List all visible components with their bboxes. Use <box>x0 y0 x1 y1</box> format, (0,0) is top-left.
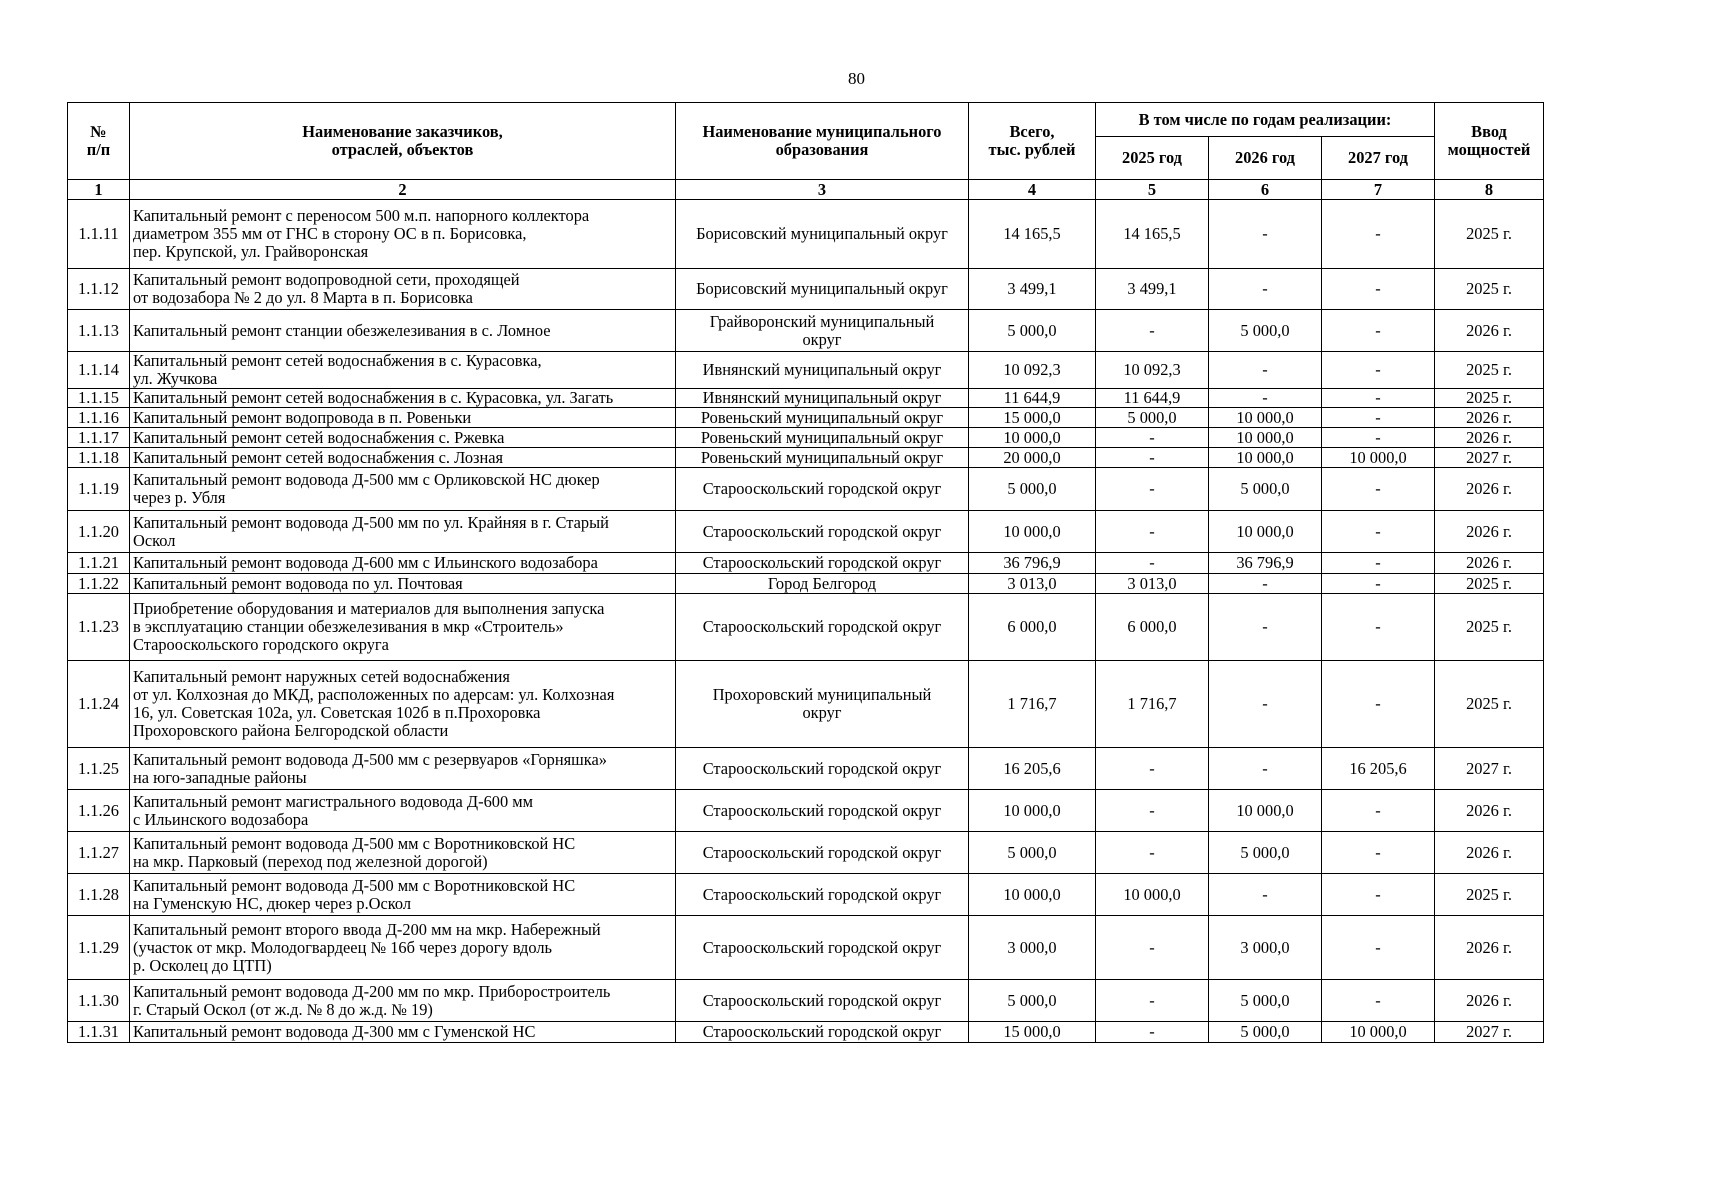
amount-2025: 11 644,9 <box>1096 389 1209 408</box>
municipality: Старооскольский городской округ <box>676 1022 969 1043</box>
table-row <box>68 553 1544 574</box>
header-municipality: Наименование муниципального образования <box>676 103 969 180</box>
amount-2025: 5 000,0 <box>1096 408 1209 428</box>
amount-2025: - <box>1096 790 1209 832</box>
object-name: Капитальный ремонт водовода Д-500 мм с Орликовской НС дюкер через р. Убля <box>130 468 676 511</box>
municipality: Прохоровский муниципальный округ <box>676 661 969 748</box>
row-number: 1.1.29 <box>68 916 130 980</box>
amount-2026: 36 796,9 <box>1209 553 1322 574</box>
amount-2025: 14 165,5 <box>1096 200 1209 269</box>
table-row <box>68 748 1544 790</box>
municipality: Старооскольский городской округ <box>676 468 969 511</box>
table-row <box>68 916 1544 980</box>
amount-2026: 10 000,0 <box>1209 511 1322 553</box>
amount-2025: - <box>1096 1022 1209 1043</box>
amount-2027: - <box>1322 408 1435 428</box>
total-amount: 3 000,0 <box>969 916 1096 980</box>
table-row <box>68 428 1544 448</box>
row-number: 1.1.18 <box>68 448 130 468</box>
municipality: Ивнянский муниципальный округ <box>676 389 969 408</box>
header-name: Наименование заказчиков, отраслей, объектов <box>130 103 676 180</box>
table-row <box>68 448 1544 468</box>
column-index: 6 <box>1209 180 1322 200</box>
municipality: Старооскольский городской округ <box>676 748 969 790</box>
municipality: Ровеньский муниципальный округ <box>676 448 969 468</box>
table-row <box>68 980 1544 1022</box>
municipality: Старооскольский городской округ <box>676 594 969 661</box>
header-by-years: В том числе по годам реализации: <box>1096 103 1435 137</box>
amount-2026: - <box>1209 352 1322 389</box>
object-name: Капитальный ремонт водопроводной сети, проходящей от водозабора № 2 до ул. 8 Марта в п. Борисовка <box>130 269 676 310</box>
object-name: Капитальный ремонт наружных сетей водоснабжения от ул. Колхозная до МКД, расположенных по адерсам: ул. Колхозная 16, ул. Советская 102а, ул. Советская 102б в п.Прохоровка Прохоровского района Белгородской области <box>130 661 676 748</box>
total-amount: 10 000,0 <box>969 874 1096 916</box>
row-number: 1.1.26 <box>68 790 130 832</box>
municipality: Старооскольский городской округ <box>676 874 969 916</box>
table-row <box>68 874 1544 916</box>
amount-2027: - <box>1322 790 1435 832</box>
total-amount: 15 000,0 <box>969 1022 1096 1043</box>
row-number: 1.1.19 <box>68 468 130 511</box>
header-year-2026: 2026 год <box>1209 137 1322 180</box>
row-number: 1.1.14 <box>68 352 130 389</box>
total-amount: 5 000,0 <box>969 310 1096 352</box>
commissioning-year: 2026 г. <box>1435 511 1544 553</box>
amount-2026: 5 000,0 <box>1209 1022 1322 1043</box>
municipality: Ивнянский муниципальный округ <box>676 352 969 389</box>
row-number: 1.1.12 <box>68 269 130 310</box>
header-row-top <box>68 103 1544 137</box>
amount-2027: 16 205,6 <box>1322 748 1435 790</box>
row-number: 1.1.27 <box>68 832 130 874</box>
column-index-row <box>68 180 1544 200</box>
table-row <box>68 594 1544 661</box>
amount-2027: - <box>1322 574 1435 594</box>
column-index: 1 <box>68 180 130 200</box>
amount-2026: 5 000,0 <box>1209 832 1322 874</box>
object-name: Капитальный ремонт водовода Д-500 мм с резервуаров «Горняшка» на юго-западные районы <box>130 748 676 790</box>
row-number: 1.1.31 <box>68 1022 130 1043</box>
column-index: 3 <box>676 180 969 200</box>
municipality: Ровеньский муниципальный округ <box>676 408 969 428</box>
amount-2025: 3 013,0 <box>1096 574 1209 594</box>
municipality: Грайворонский муниципальный округ <box>676 310 969 352</box>
amount-2027: - <box>1322 661 1435 748</box>
column-index: 5 <box>1096 180 1209 200</box>
amount-2027: - <box>1322 200 1435 269</box>
commissioning-year: 2026 г. <box>1435 310 1544 352</box>
amount-2025: - <box>1096 916 1209 980</box>
row-number: 1.1.22 <box>68 574 130 594</box>
commissioning-year: 2026 г. <box>1435 408 1544 428</box>
amount-2027: - <box>1322 468 1435 511</box>
row-number: 1.1.20 <box>68 511 130 553</box>
amount-2026: - <box>1209 661 1322 748</box>
total-amount: 10 000,0 <box>969 428 1096 448</box>
object-name: Капитальный ремонт водовода Д-500 мм с Воротниковской НС на мкр. Парковый (переход под железной дорогой) <box>130 832 676 874</box>
commissioning-year: 2025 г. <box>1435 574 1544 594</box>
amount-2025: - <box>1096 448 1209 468</box>
total-amount: 14 165,5 <box>969 200 1096 269</box>
amount-2027: - <box>1322 594 1435 661</box>
row-number: 1.1.11 <box>68 200 130 269</box>
header-num: № п/п <box>68 103 130 180</box>
object-name: Капитальный ремонт сетей водоснабжения в с. Курасовка, ул. Загать <box>130 389 676 408</box>
amount-2027: - <box>1322 980 1435 1022</box>
amount-2025: - <box>1096 428 1209 448</box>
table-row <box>68 1022 1544 1043</box>
column-index: 2 <box>130 180 676 200</box>
object-name: Капитальный ремонт станции обезжелезивания в с. Ломное <box>130 310 676 352</box>
amount-2026: 5 000,0 <box>1209 310 1322 352</box>
investment-program-table <box>67 102 1544 1043</box>
object-name: Капитальный ремонт с переносом 500 м.п. напорного коллектора диаметром 355 мм от ГНС в сторону ОС в п. Борисовка, пер. Крупской, ул. Грайворонская <box>130 200 676 269</box>
object-name: Капитальный ремонт сетей водоснабжения с. Лозная <box>130 448 676 468</box>
amount-2025: - <box>1096 553 1209 574</box>
amount-2027: - <box>1322 389 1435 408</box>
table-row <box>68 574 1544 594</box>
object-name: Приобретение оборудования и материалов для выполнения запуска в эксплуатацию станции обезжелезивания в мкр «Строитель» Старооскольского городского округа <box>130 594 676 661</box>
municipality: Старооскольский городской округ <box>676 553 969 574</box>
object-name: Капитальный ремонт водовода Д-500 мм с Воротниковской НС на Гуменскую НС, дюкер через р.Оскол <box>130 874 676 916</box>
total-amount: 3 499,1 <box>969 269 1096 310</box>
row-number: 1.1.13 <box>68 310 130 352</box>
commissioning-year: 2025 г. <box>1435 200 1544 269</box>
total-amount: 16 205,6 <box>969 748 1096 790</box>
municipality: Город Белгород <box>676 574 969 594</box>
amount-2027: - <box>1322 916 1435 980</box>
row-number: 1.1.23 <box>68 594 130 661</box>
total-amount: 15 000,0 <box>969 408 1096 428</box>
amount-2026: - <box>1209 200 1322 269</box>
table-row <box>68 200 1544 269</box>
column-index: 7 <box>1322 180 1435 200</box>
row-number: 1.1.24 <box>68 661 130 748</box>
row-number: 1.1.16 <box>68 408 130 428</box>
municipality: Старооскольский городской округ <box>676 790 969 832</box>
amount-2025: 10 092,3 <box>1096 352 1209 389</box>
amount-2026: - <box>1209 389 1322 408</box>
object-name: Капитальный ремонт водопровода в п. Ровеньки <box>130 408 676 428</box>
table-row <box>68 832 1544 874</box>
object-name: Капитальный ремонт второго ввода Д-200 мм на мкр. Набережный (участок от мкр. Молодогвардеец № 16б через дорогу вдоль р. Осколец до ЦТП) <box>130 916 676 980</box>
municipality: Борисовский муниципальный округ <box>676 200 969 269</box>
amount-2026: - <box>1209 594 1322 661</box>
object-name: Капитальный ремонт сетей водоснабжения в с. Курасовка, ул. Жучкова <box>130 352 676 389</box>
commissioning-year: 2025 г. <box>1435 352 1544 389</box>
row-number: 1.1.21 <box>68 553 130 574</box>
amount-2026: 10 000,0 <box>1209 790 1322 832</box>
municipality: Ровеньский муниципальный округ <box>676 428 969 448</box>
header-commissioning: Ввод мощностей <box>1435 103 1544 180</box>
amount-2025: 10 000,0 <box>1096 874 1209 916</box>
amount-2025: 1 716,7 <box>1096 661 1209 748</box>
object-name: Капитальный ремонт водовода Д-200 мм по мкр. Приборостроитель г. Старый Оскол (от ж.д. № 8 до ж.д. № 19) <box>130 980 676 1022</box>
total-amount: 10 000,0 <box>969 511 1096 553</box>
row-number: 1.1.28 <box>68 874 130 916</box>
commissioning-year: 2026 г. <box>1435 468 1544 511</box>
amount-2027: 10 000,0 <box>1322 448 1435 468</box>
amount-2027: - <box>1322 352 1435 389</box>
amount-2026: 5 000,0 <box>1209 980 1322 1022</box>
header-total: Всего, тыс. рублей <box>969 103 1096 180</box>
amount-2026: 10 000,0 <box>1209 428 1322 448</box>
table-row <box>68 310 1544 352</box>
table-row <box>68 661 1544 748</box>
amount-2025: - <box>1096 980 1209 1022</box>
amount-2026: 10 000,0 <box>1209 408 1322 428</box>
commissioning-year: 2027 г. <box>1435 448 1544 468</box>
object-name: Капитальный ремонт водовода по ул. Почтовая <box>130 574 676 594</box>
page-number: 80 <box>848 69 865 88</box>
header-year-2027: 2027 год <box>1322 137 1435 180</box>
amount-2026: 5 000,0 <box>1209 468 1322 511</box>
object-name: Капитальный ремонт водовода Д-500 мм по ул. Крайняя в г. Старый Оскол <box>130 511 676 553</box>
column-index: 8 <box>1435 180 1544 200</box>
row-number: 1.1.15 <box>68 389 130 408</box>
municipality: Старооскольский городской округ <box>676 980 969 1022</box>
amount-2027: - <box>1322 269 1435 310</box>
total-amount: 6 000,0 <box>969 594 1096 661</box>
commissioning-year: 2026 г. <box>1435 428 1544 448</box>
municipality: Борисовский муниципальный округ <box>676 269 969 310</box>
amount-2025: - <box>1096 748 1209 790</box>
amount-2027: - <box>1322 874 1435 916</box>
total-amount: 3 013,0 <box>969 574 1096 594</box>
amount-2025: - <box>1096 511 1209 553</box>
total-amount: 5 000,0 <box>969 980 1096 1022</box>
commissioning-year: 2026 г. <box>1435 832 1544 874</box>
commissioning-year: 2025 г. <box>1435 874 1544 916</box>
row-number: 1.1.30 <box>68 980 130 1022</box>
object-name: Капитальный ремонт сетей водоснабжения с. Ржевка <box>130 428 676 448</box>
commissioning-year: 2025 г. <box>1435 389 1544 408</box>
total-amount: 10 000,0 <box>969 790 1096 832</box>
table-row <box>68 269 1544 310</box>
commissioning-year: 2025 г. <box>1435 269 1544 310</box>
amount-2026: - <box>1209 874 1322 916</box>
table-row <box>68 389 1544 408</box>
amount-2026: 10 000,0 <box>1209 448 1322 468</box>
table-row <box>68 511 1544 553</box>
amount-2025: - <box>1096 310 1209 352</box>
commissioning-year: 2026 г. <box>1435 790 1544 832</box>
amount-2025: 3 499,1 <box>1096 269 1209 310</box>
amount-2025: - <box>1096 468 1209 511</box>
amount-2027: 10 000,0 <box>1322 1022 1435 1043</box>
amount-2027: - <box>1322 310 1435 352</box>
total-amount: 5 000,0 <box>969 468 1096 511</box>
amount-2025: - <box>1096 832 1209 874</box>
commissioning-year: 2026 г. <box>1435 553 1544 574</box>
table-row <box>68 408 1544 428</box>
object-name: Капитальный ремонт магистрального водовода Д-600 мм с Ильинского водозабора <box>130 790 676 832</box>
total-amount: 36 796,9 <box>969 553 1096 574</box>
amount-2025: 6 000,0 <box>1096 594 1209 661</box>
total-amount: 10 092,3 <box>969 352 1096 389</box>
commissioning-year: 2027 г. <box>1435 1022 1544 1043</box>
header-year-2025: 2025 год <box>1096 137 1209 180</box>
object-name: Капитальный ремонт водовода Д-600 мм с Ильинского водозабора <box>130 553 676 574</box>
municipality: Старооскольский городской округ <box>676 511 969 553</box>
amount-2026: - <box>1209 748 1322 790</box>
total-amount: 5 000,0 <box>969 832 1096 874</box>
commissioning-year: 2026 г. <box>1435 916 1544 980</box>
row-number: 1.1.17 <box>68 428 130 448</box>
commissioning-year: 2026 г. <box>1435 980 1544 1022</box>
commissioning-year: 2025 г. <box>1435 594 1544 661</box>
amount-2027: - <box>1322 832 1435 874</box>
object-name: Капитальный ремонт водовода Д-300 мм с Гуменской НС <box>130 1022 676 1043</box>
amount-2027: - <box>1322 511 1435 553</box>
column-index: 4 <box>969 180 1096 200</box>
municipality: Старооскольский городской округ <box>676 832 969 874</box>
commissioning-year: 2025 г. <box>1435 661 1544 748</box>
total-amount: 1 716,7 <box>969 661 1096 748</box>
row-number: 1.1.25 <box>68 748 130 790</box>
amount-2027: - <box>1322 428 1435 448</box>
municipality: Старооскольский городской округ <box>676 916 969 980</box>
amount-2026: - <box>1209 574 1322 594</box>
table-row <box>68 790 1544 832</box>
table-row <box>68 352 1544 389</box>
amount-2026: - <box>1209 269 1322 310</box>
amount-2027: - <box>1322 553 1435 574</box>
total-amount: 20 000,0 <box>969 448 1096 468</box>
total-amount: 11 644,9 <box>969 389 1096 408</box>
commissioning-year: 2027 г. <box>1435 748 1544 790</box>
table-row <box>68 468 1544 511</box>
amount-2026: 3 000,0 <box>1209 916 1322 980</box>
